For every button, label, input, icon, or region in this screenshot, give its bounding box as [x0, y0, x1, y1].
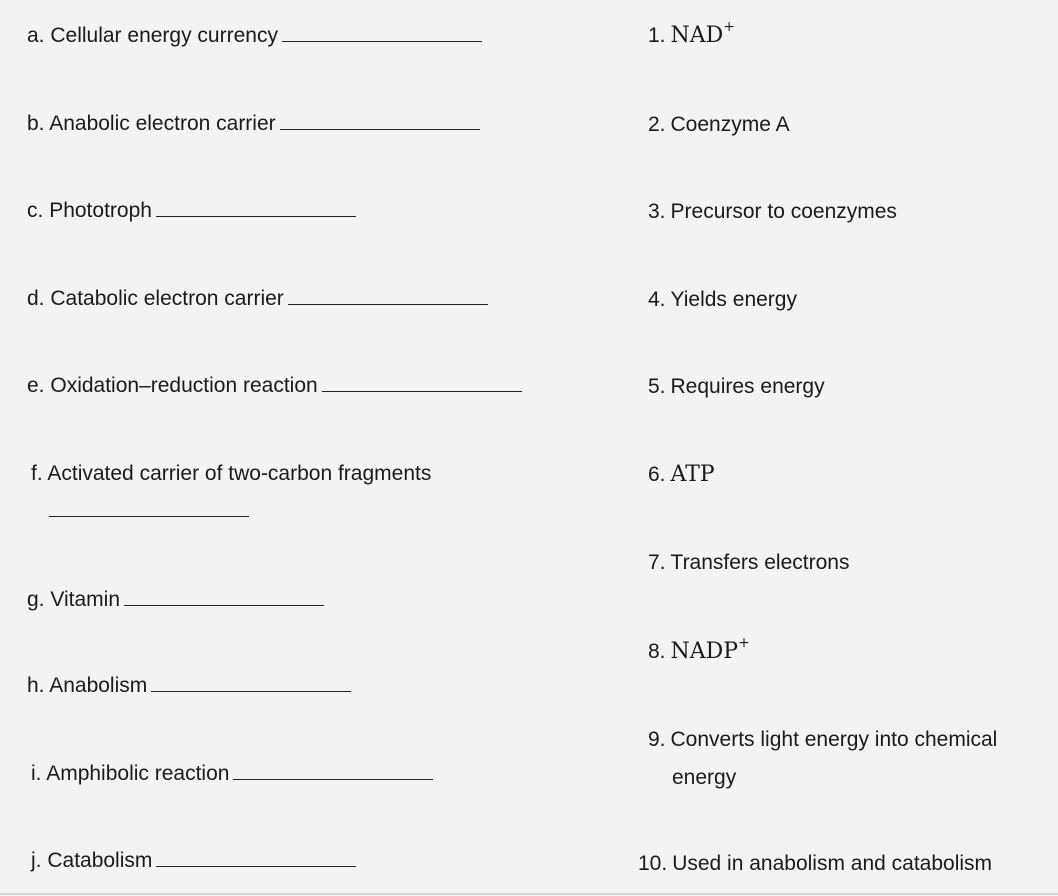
definition-number: 1.: [648, 24, 666, 48]
definition-number: 3.: [648, 200, 666, 223]
term-letter: c.: [27, 199, 44, 222]
term-i: [31, 762, 433, 786]
definition-number: 10.: [638, 852, 668, 875]
answer-blank-e[interactable]: [322, 391, 522, 392]
definition-2: [648, 113, 790, 137]
definition-number: 2.: [648, 113, 666, 136]
definition-10: [638, 852, 992, 876]
answer-blank-a[interactable]: [282, 41, 482, 42]
term-letter: e.: [27, 374, 45, 397]
definition-text: Transfers electrons: [670, 551, 850, 574]
definition-number: 8.: [648, 640, 666, 664]
definition-formula: [670, 19, 736, 49]
definition-number: 9.: [648, 728, 666, 751]
definition-text: Yields energy: [670, 288, 797, 311]
definition-text-line2: energy: [672, 766, 737, 789]
term-text: Amphibolic reaction: [46, 762, 230, 785]
term-letter: d.: [27, 287, 45, 310]
definition-7: [648, 551, 849, 575]
definition-1: [648, 19, 736, 49]
term-text: Anabolism: [49, 674, 148, 697]
term-letter: a.: [27, 24, 45, 47]
formula-base: NADP: [670, 639, 739, 665]
definition-6: [648, 462, 715, 487]
answer-blank-g[interactable]: [124, 605, 324, 606]
definition-formula: [670, 635, 750, 665]
term-letter: b.: [27, 112, 45, 135]
term-a: [27, 24, 482, 48]
term-letter: h.: [27, 674, 45, 697]
term-f: [31, 462, 431, 486]
definition-number: 5.: [648, 375, 666, 398]
answer-blank-b[interactable]: [280, 129, 480, 130]
term-text: Activated carrier of two-carbon fragments: [47, 462, 432, 485]
term-letter: f.: [31, 462, 43, 485]
term-b: [27, 112, 480, 136]
term-text: Cellular energy currency: [50, 24, 278, 47]
answer-blank-c[interactable]: [156, 216, 356, 217]
definition-8: [648, 635, 750, 665]
term-letter: j.: [31, 849, 42, 872]
definition-text: Requires energy: [670, 375, 825, 398]
definition-formula: ATP: [670, 462, 715, 487]
definition-9-continued: [672, 766, 736, 790]
formula-base: NAD: [670, 23, 724, 49]
term-g: [27, 588, 324, 612]
term-text: Catabolism: [47, 849, 153, 872]
definition-number: 6.: [648, 463, 666, 486]
term-letter: i.: [31, 762, 42, 785]
definition-3: [648, 200, 897, 224]
answer-blank-d[interactable]: [288, 304, 488, 305]
term-h: [27, 674, 351, 698]
definition-9: [648, 728, 997, 752]
term-j: [31, 849, 356, 873]
term-text: Catabolic electron carrier: [50, 287, 284, 310]
term-text: Vitamin: [50, 588, 121, 611]
formula-superscript: +: [723, 19, 736, 35]
answer-blank-f[interactable]: [49, 516, 249, 517]
definition-4: [648, 288, 797, 312]
answer-blank-h[interactable]: [151, 691, 351, 692]
term-letter: g.: [27, 588, 45, 611]
formula-superscript: +: [738, 635, 750, 651]
definition-number: 7.: [648, 551, 666, 574]
term-d: [27, 287, 488, 311]
term-text: Phototroph: [49, 199, 152, 222]
definition-number: 4.: [648, 288, 666, 311]
definition-text: Coenzyme A: [670, 113, 790, 136]
answer-blank-j[interactable]: [156, 866, 356, 867]
answer-blank-i[interactable]: [233, 779, 433, 780]
definition-text: Used in anabolism and catabolism: [672, 852, 993, 875]
definition-5: [648, 375, 825, 399]
term-text: Anabolic electron carrier: [49, 112, 276, 135]
definition-text: Precursor to coenzymes: [670, 200, 897, 223]
definition-text-line1: Converts light energy into chemical: [670, 728, 998, 751]
term-text: Oxidation–reduction reaction: [50, 374, 318, 397]
bottom-divider: [0, 893, 1058, 895]
term-c: [27, 199, 356, 223]
term-e: [27, 374, 522, 398]
